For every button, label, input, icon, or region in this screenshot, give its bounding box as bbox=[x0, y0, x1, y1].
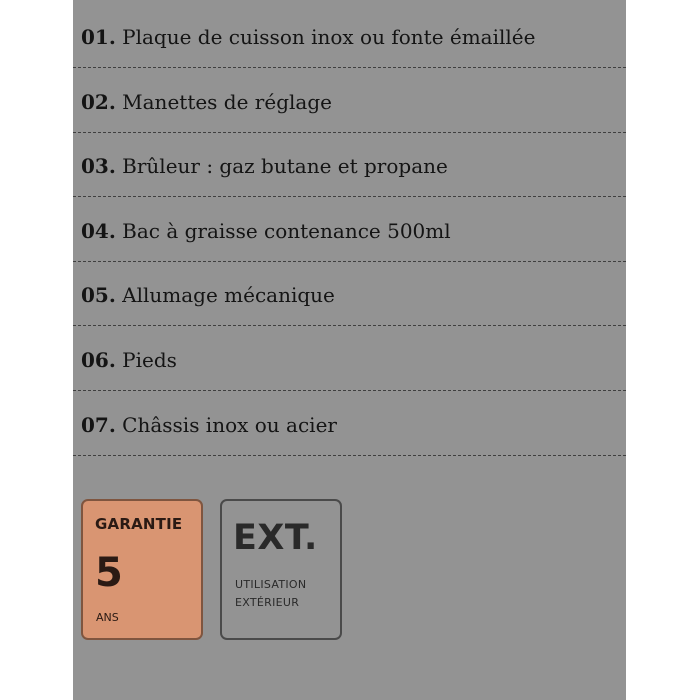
outdoor-badge-line2: EXTÉRIEUR bbox=[235, 596, 300, 609]
warranty-badge bbox=[81, 499, 203, 640]
feature-label: Châssis inox ou acier bbox=[122, 413, 337, 437]
outdoor-badge-line1: UTILISATION bbox=[235, 578, 307, 591]
warranty-years: 5 bbox=[95, 550, 123, 596]
feature-item-01 bbox=[73, 4, 626, 68]
feature-item-02 bbox=[73, 69, 626, 133]
warranty-unit: ANS bbox=[96, 611, 119, 624]
product-spec-panel bbox=[73, 0, 626, 700]
feature-label: Brûleur : gaz butane et propane bbox=[122, 154, 448, 178]
feature-number: 05. bbox=[81, 283, 116, 307]
feature-number: 01. bbox=[81, 25, 116, 49]
feature-label: Plaque de cuisson inox ou fonte émaillée bbox=[122, 25, 536, 49]
warranty-title: GARANTIE bbox=[95, 515, 183, 533]
feature-label: Allumage mécanique bbox=[122, 283, 335, 307]
feature-label: Manettes de réglage bbox=[122, 90, 332, 114]
feature-label: Bac à graisse contenance 500ml bbox=[122, 219, 451, 243]
feature-number: 06. bbox=[81, 348, 116, 372]
feature-label: Pieds bbox=[122, 348, 177, 372]
feature-item-07 bbox=[73, 392, 626, 456]
feature-number: 04. bbox=[81, 219, 116, 243]
feature-item-03 bbox=[73, 133, 626, 197]
feature-number: 07. bbox=[81, 413, 116, 437]
feature-item-06 bbox=[73, 327, 626, 391]
feature-item-05 bbox=[73, 262, 626, 326]
outdoor-badge-title: EXT. bbox=[233, 518, 318, 558]
outdoor-use-badge bbox=[220, 499, 342, 640]
feature-item-04 bbox=[73, 198, 626, 262]
feature-number: 02. bbox=[81, 90, 116, 114]
feature-number: 03. bbox=[81, 154, 116, 178]
